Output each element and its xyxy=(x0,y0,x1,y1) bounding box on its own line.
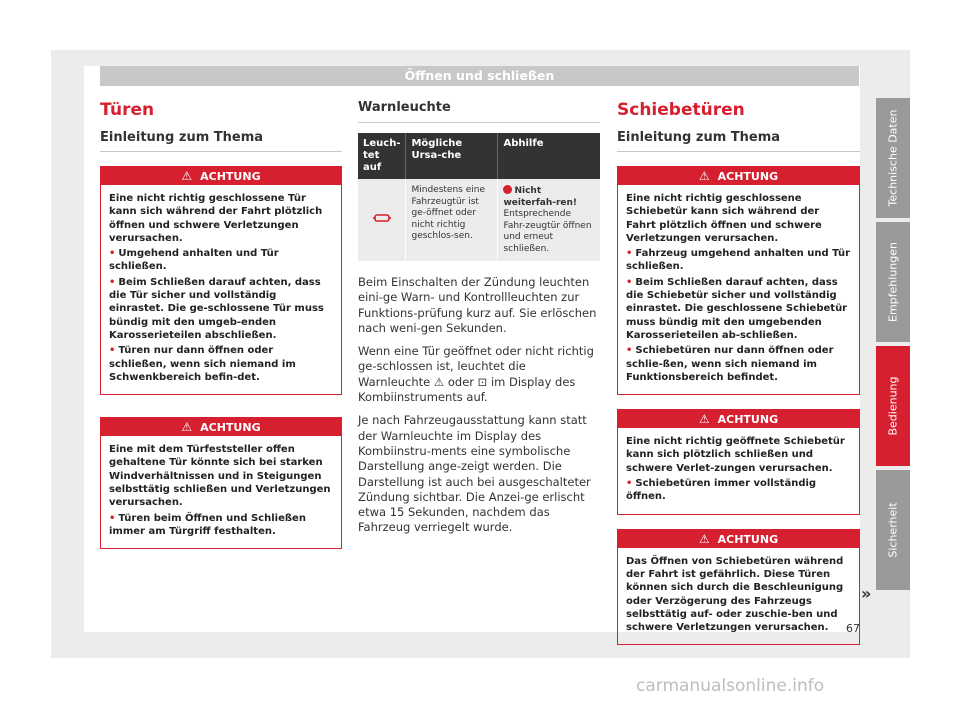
chapter-header: Öffnen und schließen xyxy=(100,66,859,86)
column-warning-light xyxy=(358,86,600,544)
warning-bullet xyxy=(109,344,333,384)
warning-light-text xyxy=(358,275,600,536)
table-header-cell: Leuch-tet auf xyxy=(358,133,406,179)
warning-box-doors-2 xyxy=(100,417,342,549)
warning-label: ACHTUNG xyxy=(717,532,779,546)
bullet-text: Umgehend anhalten und Tür schließen. xyxy=(109,248,279,273)
bullet-text: Schiebetüren immer vollständig öffnen. xyxy=(626,478,817,503)
tab-bedienung[interactable] xyxy=(876,346,910,466)
watermark: carmanualsonline.info xyxy=(636,676,825,696)
warning-triangle-icon: ⚠ xyxy=(698,531,710,546)
tab-label: Bedienung xyxy=(886,376,900,436)
warning-light-table xyxy=(358,133,600,261)
warning-bullet xyxy=(626,247,851,274)
warning-body xyxy=(618,548,859,645)
remedy-heading xyxy=(503,185,595,209)
bullet-icon: • xyxy=(626,276,633,288)
table-cell-cause: Mindestens eine Fahrzeugtür ist ge-öffnet oder nicht richtig geschlos-sen. xyxy=(406,179,498,261)
warning-box-sliding-1 xyxy=(617,166,860,395)
warning-box-sliding-2 xyxy=(617,409,860,514)
warning-box-sliding-3 xyxy=(617,529,860,646)
section-title-doors: Türen xyxy=(100,100,155,120)
page-number: 67 xyxy=(846,622,860,635)
warning-intro: Eine mit dem Türfeststeller offen gehaltene Tür könnte sich bei starken Windverhältnissen und in Steigungen selbsttätig schließen und Verletzungen verursachen. xyxy=(109,444,331,509)
tab-empfehlungen[interactable] xyxy=(876,222,910,342)
column-doors xyxy=(100,86,342,549)
remedy-text: Entsprechende Fahr-zeugtür öffnen und erneut schließen. xyxy=(503,209,592,254)
warning-header xyxy=(618,410,859,428)
warning-bullet xyxy=(109,512,333,539)
warning-bullet xyxy=(626,276,851,342)
warning-bullet xyxy=(626,477,851,504)
paragraph: Beim Einschalten der Zündung leuchten eini-ge Warn- und Kontrollleuchten zur Funktions-prüfung kurz auf. Sie erlöschen nach weni-gen Sekunden. xyxy=(358,275,597,335)
bullet-text: Beim Schließen darauf achten, dass die Tür sicher und vollständig einrastet. Die ge-schlossene Tür muss bündig mit den umgeb-enden Karosserieteilen abschließen. xyxy=(109,276,324,341)
bullet-icon: • xyxy=(109,512,116,524)
continue-arrow-icon: » xyxy=(861,584,872,603)
bullet-icon: • xyxy=(626,345,633,357)
table-row xyxy=(358,179,600,261)
warning-triangle-icon: ⚠ xyxy=(698,169,710,183)
table-header-cell: Mögliche Ursa-che xyxy=(406,133,498,179)
warning-triangle-icon: ⚠ xyxy=(181,169,193,183)
column-sliding-doors xyxy=(617,86,860,645)
bullet-text: Beim Schließen darauf achten, dass die Schiebetür sicher und vollständig einrastet. Die geschlossene Schiebetür muss bündig mit den umgebenden Karosserieteilen ab-schließen. xyxy=(626,276,848,341)
warning-body xyxy=(101,436,341,548)
bullet-text: Fahrzeug umgehend anhalten und Tür schließen. xyxy=(626,248,851,273)
tab-label: Technische Daten xyxy=(886,109,900,207)
warning-label: ACHTUNG xyxy=(717,170,779,183)
warning-bullet xyxy=(109,247,333,274)
section-subtitle-doors: Einleitung zum Thema xyxy=(100,130,342,152)
warning-intro: Eine nicht richtig geöffnete Schiebetür kann sich plötzlich schließen und schwere Verlet-zungen verursachen. xyxy=(626,436,845,474)
tab-sicherheit[interactable] xyxy=(876,470,910,590)
paragraph: Je nach Fahrzeugausstattung kann statt der Warnleuchte im Display des Kombiinstru-ments eine symbolische Darstellung ange-zeigt werden. Die Darstellung ist auch bei ausgeschalteter Zündung sichtbar. Die Anzei-ge erlischt etwa 15 Sekunden, nachdem das Fahrzeug verriegelt wurde. xyxy=(358,413,591,535)
warning-body xyxy=(101,185,341,394)
tab-label: Sicherheit xyxy=(886,502,900,558)
stop-icon xyxy=(503,185,512,194)
section-subtitle-sliding-doors: Einleitung zum Thema xyxy=(617,130,860,152)
bullet-text: Türen beim Öffnen und Schließen immer am Türgriff festhalten. xyxy=(109,512,306,537)
bullet-icon: • xyxy=(626,478,633,490)
warning-triangle-icon: ⚠ xyxy=(698,412,710,427)
bullet-icon: • xyxy=(626,248,633,260)
warning-label: ACHTUNG xyxy=(717,413,779,427)
table-cell-remedy xyxy=(498,179,600,261)
table-header-cell: Abhilfe xyxy=(498,133,600,179)
bullet-icon: • xyxy=(109,345,116,357)
table-cell-icon xyxy=(358,179,406,261)
warning-body xyxy=(618,428,859,513)
door-open-icon xyxy=(372,212,392,224)
warning-header xyxy=(618,530,859,548)
warning-header xyxy=(101,418,341,436)
bullet-text: Türen nur dann öffnen oder schließen, wenn sich niemand im Schwenkbereich befin-det. xyxy=(109,345,296,383)
section-title-warning-light: Warnleuchte xyxy=(358,100,600,123)
remedy-heading-text: Nicht weiterfah-ren! xyxy=(503,186,578,208)
warning-intro: Eine nicht richtig geschlossene Schiebetür kann sich während der Fahrt plötzlich öffnen und schwere Verletzungen verursachen. xyxy=(626,193,822,244)
warning-box-doors-1 xyxy=(100,166,342,395)
warning-label: ACHTUNG xyxy=(200,421,261,435)
warning-bullet xyxy=(109,276,333,342)
bullet-icon: • xyxy=(109,248,116,260)
warning-label: ACHTUNG xyxy=(200,170,261,183)
warning-header xyxy=(618,167,859,185)
warning-triangle-icon: ⚠ xyxy=(181,420,193,435)
warning-intro: Das Öffnen von Schiebetüren während der Fahrt ist gefährlich. Diese Türen können sich durch die Beschleunigung oder Verzögerung des Fahrzeugs selbsttätig auf- oder zuschie-ben und schwere Verletzungen verursachen. xyxy=(626,555,844,634)
table-header-row xyxy=(358,133,600,179)
bullet-text: Schiebetüren nur dann öffnen oder schlie-ßen, wenn sich niemand im Funktionsbereich befindet. xyxy=(626,345,834,383)
warning-bullet xyxy=(626,344,851,384)
bullet-icon: • xyxy=(109,276,116,288)
paragraph: Wenn eine Tür geöffnet oder nicht richtig ge-schlossen ist, leuchtet die Warnleuchte ⚠ oder ⊡ im Display des Kombiinstruments auf. xyxy=(358,344,594,405)
warning-header xyxy=(101,167,341,185)
section-title-sliding-doors: Schiebetüren xyxy=(617,100,745,120)
tab-label: Empfehlungen xyxy=(886,242,900,322)
tab-technische-daten[interactable] xyxy=(876,98,910,218)
warning-body xyxy=(618,185,859,394)
warning-intro: Eine nicht richtig geschlossene Tür kann sich während der Fahrt plötzlich öffnen und schwere Verletzungen verursachen. xyxy=(109,193,323,244)
